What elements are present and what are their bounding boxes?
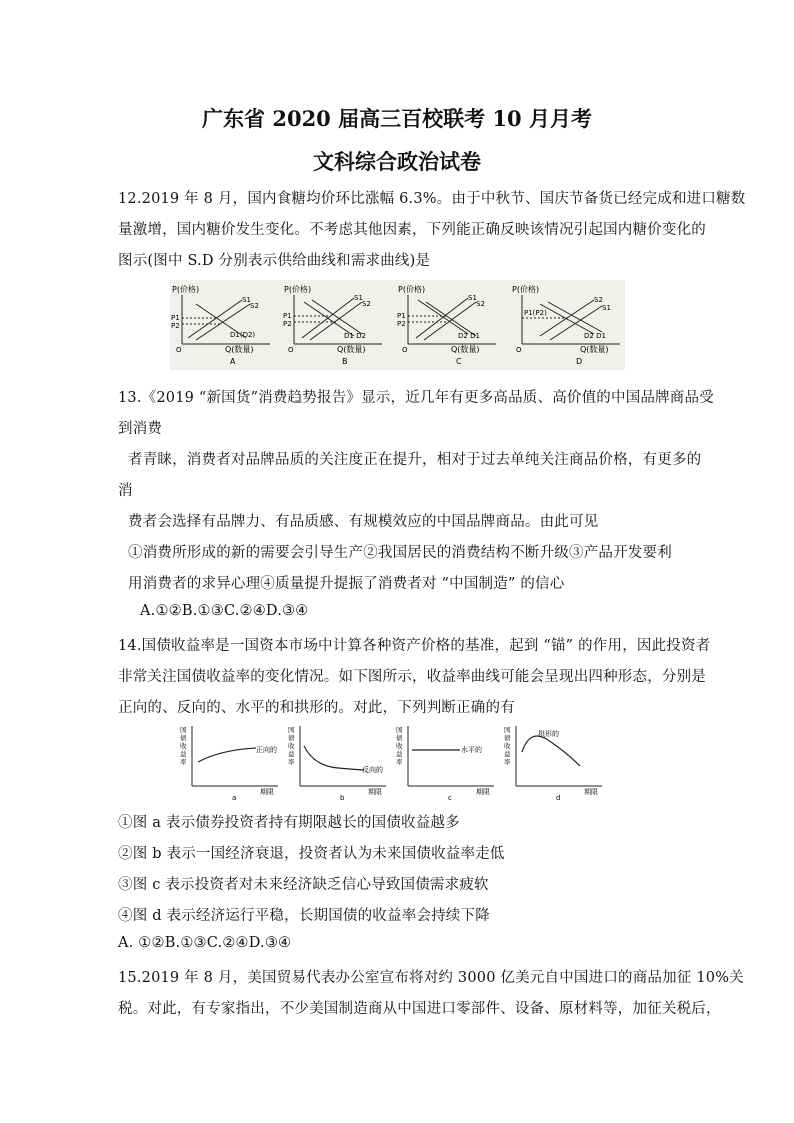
svg-text:O: O	[288, 346, 294, 354]
page-title: 广东省 2020 届高三百校联考 10 月月考	[202, 106, 592, 131]
s1-label: S1	[242, 296, 251, 304]
svg-text:P1: P1	[397, 312, 406, 320]
p1-label: P1	[171, 314, 180, 322]
svg-text:S1: S1	[468, 294, 477, 302]
svg-text:P(价格): P(价格)	[284, 285, 312, 294]
svg-text:期限: 期限	[368, 788, 382, 796]
svg-text:国债收益率: 国债收益率	[504, 726, 511, 766]
svg-text:S1: S1	[354, 294, 363, 302]
svg-text:国债收益率: 国债收益率	[396, 726, 403, 766]
q14-option-2: ②图 b 表示一国经济衰退，投资者认为未来国债收益率走低	[118, 846, 505, 862]
svg-text:期限: 期限	[476, 788, 490, 796]
svg-text:S1: S1	[602, 304, 611, 312]
q15-line-1: 15.2019 年 8 月，美国贸易代表办公室宣布将对约 3000 亿美元自中国进口的商品加征 10%关	[118, 970, 744, 986]
p2-label: P2	[171, 322, 180, 330]
y-axis-label: P(价格)	[172, 285, 200, 294]
svg-text:D2 D1: D2 D1	[458, 332, 480, 340]
q13-answer-choices: A.①②B.①③C.②④D.③④	[140, 603, 309, 619]
svg-text:P2: P2	[283, 320, 292, 328]
svg-text:国债收益率: 国债收益率	[288, 726, 295, 766]
q13-line-2: 到消费	[118, 421, 163, 437]
demand-label: D1(D2)	[230, 331, 256, 339]
svg-text:P2: P2	[397, 320, 406, 328]
svg-text:水平的: 水平的	[461, 746, 482, 754]
curve-label: 正向的	[256, 746, 277, 754]
yield-chart-a	[180, 725, 278, 802]
svg-text:O: O	[516, 346, 522, 354]
q14-line-2: 非常关注国债收益率的变化情况。如下图所示，收益率曲线可能会呈现出四种形态，分别是	[118, 669, 706, 685]
svg-text:S2: S2	[594, 296, 603, 304]
graph-letter: A	[230, 357, 236, 366]
q13-line-6: ①消费所形成的新的需要会引导生产②我国居民的消费结构不断升级③产品开发要利	[128, 545, 672, 561]
q13-line-7: 用消费者的求异心理④质量提升提振了消费者对 “中国制造” 的信心	[128, 576, 565, 592]
origin-label: O	[176, 346, 182, 354]
y-axis-label: 国债收益率	[180, 726, 187, 766]
svg-text:O: O	[402, 346, 408, 354]
x-axis-label: Q(数量)	[225, 345, 254, 354]
q15-line-2: 税。对此，有专家指出，不少美国制造商从中国进口零部件、设备、原材料等，加征关税后，	[118, 1001, 721, 1017]
q12-line-1: 12.2019 年 8 月，国内食糖均价环比涨幅 6.3%。由于中秋节、国庆节备货已经完成和进口糖数	[118, 191, 746, 207]
svg-text:D: D	[576, 357, 583, 366]
page-subtitle: 文科综合政治试卷	[313, 149, 481, 174]
q13-line-3: 者青睐，消费者对品牌品质的关注度正在提升，相对于过去单纯关注商品价格，有更多的	[128, 452, 702, 468]
svg-text:反向的: 反向的	[362, 766, 383, 774]
yield-curve-figure	[180, 722, 610, 802]
yield-chart-b	[288, 725, 386, 802]
q14-option-3: ③图 c 表示投资者对未来经济缺乏信心导致国债需求疲软	[118, 877, 489, 893]
svg-text:P1(P2): P1(P2)	[524, 309, 547, 317]
svg-text:S2: S2	[362, 300, 371, 308]
q13-line-1: 13.《2019 “新国货”消费趋势报告》显示，近几年有更多高品质、高价值的中国品牌商品受	[118, 390, 714, 406]
chart-letter: a	[232, 794, 237, 802]
svg-text:Q(数量): Q(数量)	[337, 345, 366, 354]
q12-line-3: 图示(图中 S.D 分别表示供给曲线和需求曲线)是	[118, 253, 431, 269]
svg-text:C: C	[456, 357, 462, 366]
q14-line-1: 14.国债收益率是一国资本市场中计算各种资产价格的基准，起到 “锚” 的作用，因此投资者	[118, 638, 711, 654]
supply-demand-figure	[170, 280, 625, 370]
svg-text:期限: 期限	[584, 788, 598, 796]
svg-text:S2: S2	[476, 300, 485, 308]
svg-text:Q(数量): Q(数量)	[451, 345, 480, 354]
q14-option-1: ①图 a 表示债券投资者持有期限越长的国债收益越多	[118, 815, 460, 831]
q13-line-5: 费者会选择有品牌力、有品质感、有规模效应的中国品牌商品。由此可见	[128, 514, 599, 530]
svg-text:D2 D1: D2 D1	[584, 332, 606, 340]
svg-text:Q(数量): Q(数量)	[580, 345, 609, 354]
svg-text:P(价格): P(价格)	[398, 285, 426, 294]
q14-line-3: 正向的、反向的、水平的和拱形的。对此，下列判断正确的有	[118, 700, 515, 716]
svg-text:D1 D2: D1 D2	[344, 332, 366, 340]
svg-text:d: d	[556, 794, 561, 802]
s2-label: S2	[250, 302, 259, 310]
svg-text:B: B	[342, 357, 348, 366]
q14-answer-choices: A. ①②B.①③C.②④D.③④	[118, 935, 292, 951]
q12-line-2: 量激增，国内糖价发生变化。不考虑其他因素，下列能正确反映该情况引起国内糖价变化的	[118, 222, 706, 238]
svg-text:P(价格): P(价格)	[512, 285, 540, 294]
q13-line-4: 消	[118, 483, 133, 499]
x-axis-label: 期限	[260, 788, 274, 796]
svg-text:P1: P1	[283, 312, 292, 320]
svg-text:b: b	[340, 794, 345, 802]
svg-text:拱形的: 拱形的	[538, 730, 559, 738]
yield-chart-c	[396, 725, 494, 802]
yield-chart-d	[504, 725, 602, 802]
q14-option-4: ④图 d 表示经济运行平稳，长期国债的收益率会持续下降	[118, 908, 490, 924]
svg-text:c: c	[448, 794, 452, 802]
